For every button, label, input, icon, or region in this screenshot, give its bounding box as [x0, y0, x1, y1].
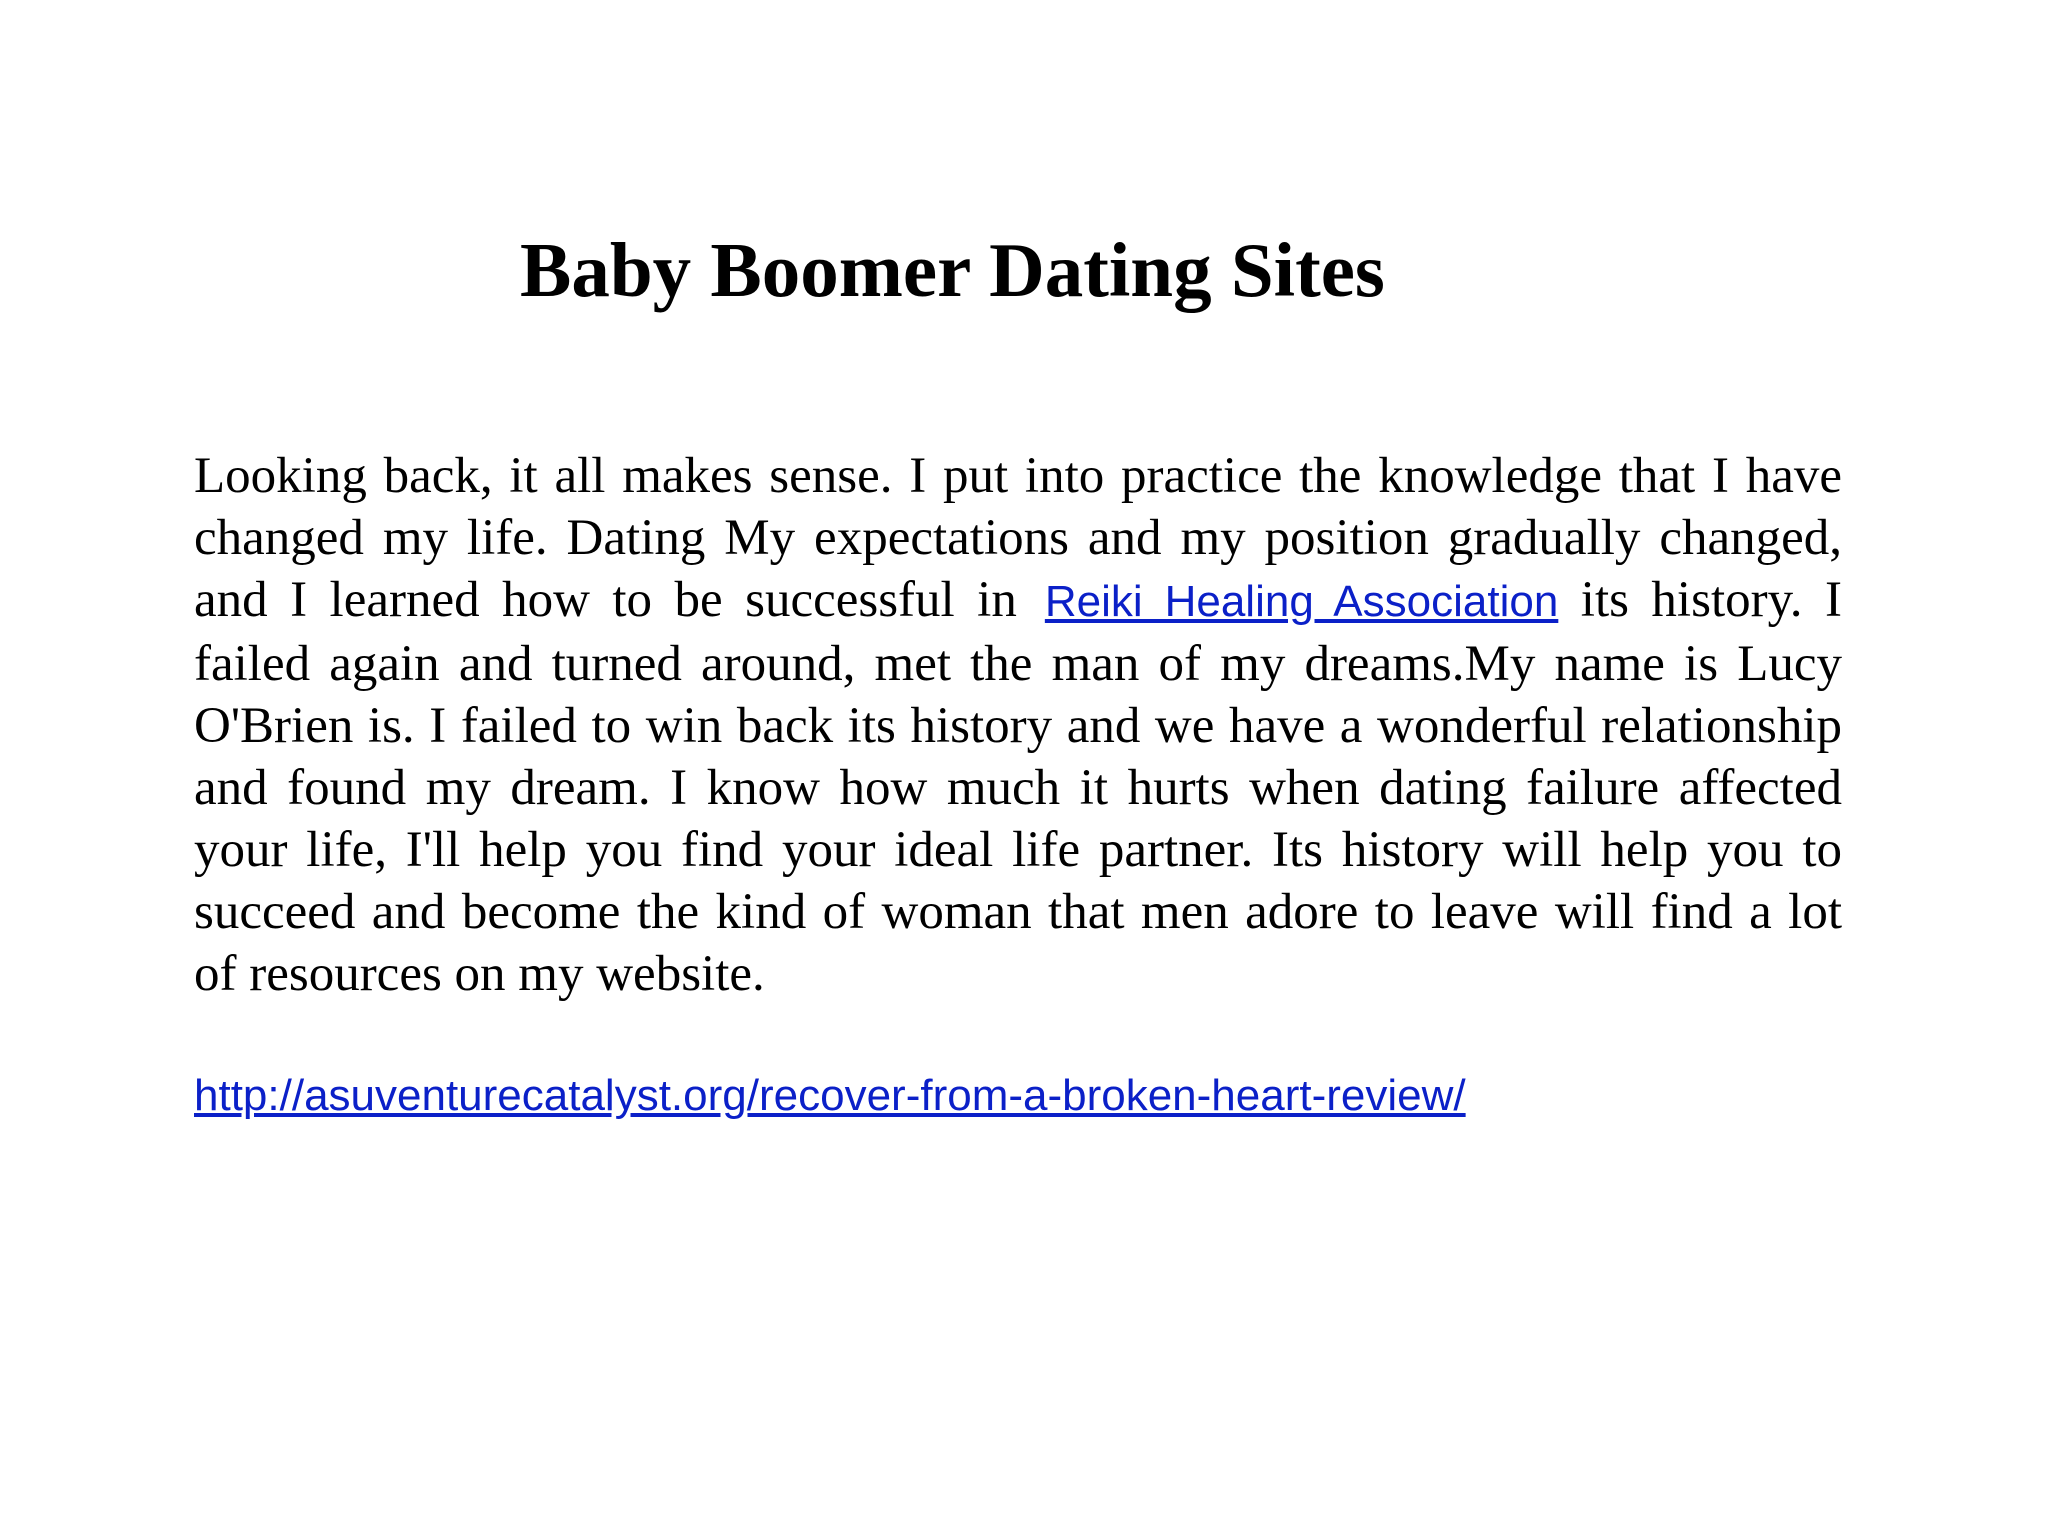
- body-paragraph: [194, 445, 1842, 1005]
- paragraph-text-before-link: Looking back, it all makes sense. I put into practice the knowledge that I have changed my life. Dating My expectations and my position gradually changed, and I learned how to be successful in: [194, 448, 1842, 628]
- page-title: Baby Boomer Dating Sites: [520, 227, 1385, 313]
- paragraph-text-after-link: its history. I failed again and turned around, met the man of my dreams.My name is Lucy O'Brien is. I failed to win back its history and we have a wonderful relationship and found my dream. I know how much it hurts when dating failure affected your life, I'll help you find your ideal life partner. Its history will help you to succeed and become the kind of woman that men adore to leave will find a lot of resources on my website.: [194, 572, 1842, 1002]
- reiki-healing-association-link[interactable]: Reiki Healing Association: [1044, 577, 1559, 626]
- website-url-link[interactable]: http://asuventurecatalyst.org/recover-from-a-broken-heart-review/: [194, 1071, 1466, 1120]
